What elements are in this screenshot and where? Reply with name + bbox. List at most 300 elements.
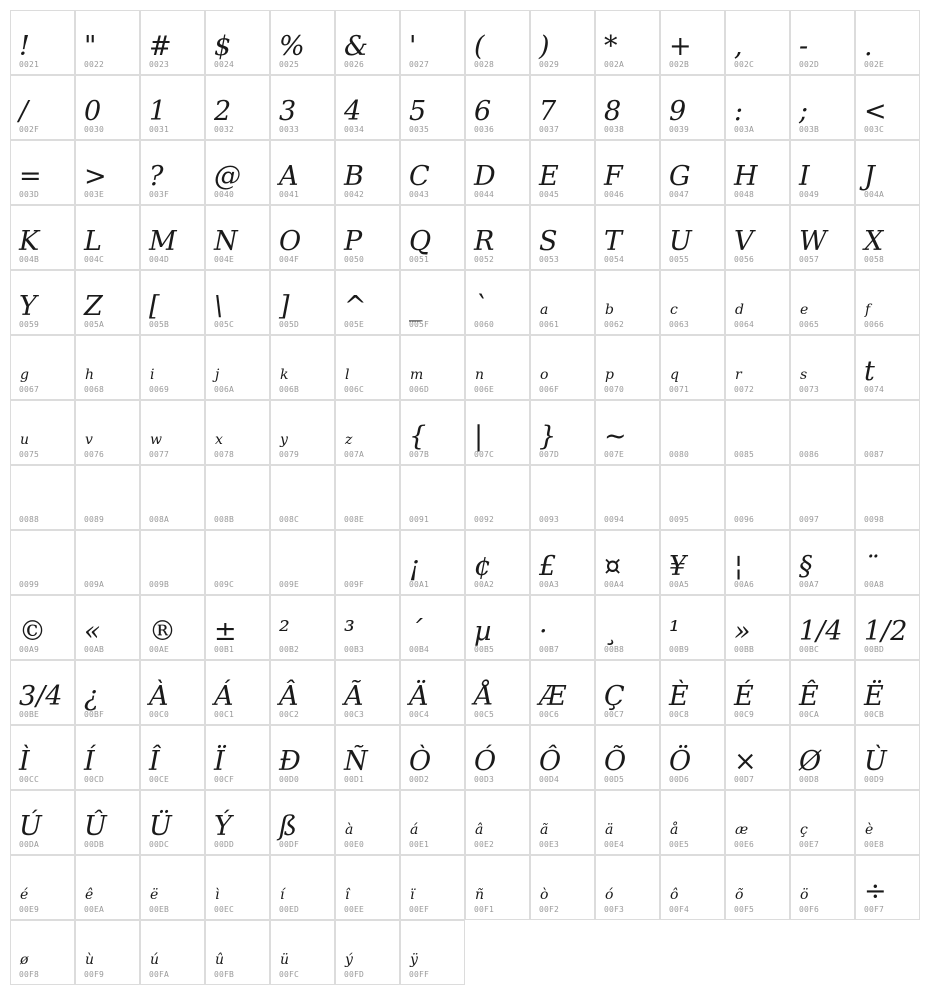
glyph-character: F bbox=[604, 161, 623, 192]
glyph-cell bbox=[400, 335, 465, 400]
glyph-codepoint: 00B9 bbox=[669, 645, 690, 654]
glyph-codepoint: 0080 bbox=[669, 450, 690, 459]
glyph-cell bbox=[595, 465, 660, 530]
glyph-codepoint: 0021 bbox=[19, 60, 40, 69]
glyph-cell bbox=[530, 725, 595, 790]
glyph-codepoint: 0098 bbox=[864, 515, 885, 524]
glyph-cell bbox=[660, 530, 725, 595]
glyph-codepoint: 00B1 bbox=[214, 645, 235, 654]
glyph-character: ~ bbox=[604, 421, 627, 452]
glyph-codepoint: 0036 bbox=[474, 125, 495, 134]
glyph-character: % bbox=[279, 31, 305, 62]
glyph-cell bbox=[530, 10, 595, 75]
glyph-character: j bbox=[215, 367, 220, 383]
glyph-character: l bbox=[345, 367, 350, 383]
glyph-codepoint: 0069 bbox=[149, 385, 170, 394]
glyph-cell bbox=[140, 855, 205, 920]
glyph-character: Ñ bbox=[344, 746, 368, 777]
glyph-character: ³ bbox=[344, 616, 355, 647]
glyph-cell bbox=[270, 270, 335, 335]
glyph-codepoint: 0023 bbox=[149, 60, 170, 69]
glyph-character: ` bbox=[474, 291, 488, 322]
glyph-codepoint: 0072 bbox=[734, 385, 755, 394]
glyph-cell bbox=[660, 270, 725, 335]
glyph-character: " bbox=[84, 31, 97, 62]
glyph-codepoint: 005D bbox=[279, 320, 300, 329]
glyph-codepoint: 00BF bbox=[84, 710, 105, 719]
glyph-character: ù bbox=[85, 952, 95, 968]
glyph-cell bbox=[595, 270, 660, 335]
glyph-cell bbox=[465, 595, 530, 660]
glyph-cell bbox=[75, 790, 140, 855]
glyph-character: Ø bbox=[799, 746, 822, 777]
glyph-cell bbox=[595, 595, 660, 660]
glyph-codepoint: 0040 bbox=[214, 190, 235, 199]
glyph-character: 1/2 bbox=[864, 616, 908, 647]
glyph-cell bbox=[270, 75, 335, 140]
glyph-character: ¥ bbox=[669, 551, 687, 582]
glyph-character: é bbox=[20, 887, 29, 903]
glyph-cell bbox=[660, 335, 725, 400]
glyph-cell bbox=[660, 660, 725, 725]
glyph-codepoint: 00EF bbox=[409, 905, 430, 914]
glyph-character: * bbox=[604, 31, 618, 62]
glyph-codepoint: 0095 bbox=[669, 515, 690, 524]
glyph-character: P bbox=[344, 226, 363, 257]
glyph-cell bbox=[530, 140, 595, 205]
glyph-character: ¢ bbox=[474, 551, 492, 582]
glyph-cell bbox=[465, 530, 530, 595]
glyph-codepoint: 0031 bbox=[149, 125, 170, 134]
glyph-codepoint: 00A2 bbox=[474, 580, 495, 589]
glyph-codepoint: 0068 bbox=[84, 385, 105, 394]
glyph-codepoint: 0062 bbox=[604, 320, 625, 329]
glyph-character: Î bbox=[149, 746, 160, 777]
glyph-character: 1 bbox=[149, 96, 167, 127]
glyph-codepoint: 002F bbox=[19, 125, 40, 134]
glyph-cell bbox=[595, 205, 660, 270]
glyph-cell bbox=[75, 660, 140, 725]
glyph-codepoint: 002D bbox=[799, 60, 820, 69]
glyph-cell bbox=[725, 75, 790, 140]
glyph-cell bbox=[205, 465, 270, 530]
glyph-cell bbox=[10, 205, 75, 270]
glyph-character: N bbox=[214, 226, 238, 257]
glyph-character: Y bbox=[19, 291, 37, 322]
glyph-cell bbox=[10, 140, 75, 205]
glyph-codepoint: 0033 bbox=[279, 125, 300, 134]
glyph-cell bbox=[465, 855, 530, 920]
glyph-codepoint: 00EC bbox=[214, 905, 235, 914]
glyph-cell bbox=[140, 335, 205, 400]
glyph-codepoint: 00ED bbox=[279, 905, 300, 914]
glyph-cell bbox=[725, 530, 790, 595]
glyph-codepoint: 0099 bbox=[19, 580, 40, 589]
glyph-cell bbox=[660, 465, 725, 530]
glyph-character: « bbox=[84, 616, 101, 647]
glyph-character: y bbox=[280, 432, 288, 448]
glyph-cell bbox=[75, 10, 140, 75]
glyph-character: Ç bbox=[604, 681, 625, 712]
glyph-character: Û bbox=[84, 811, 107, 842]
glyph-codepoint: 0074 bbox=[864, 385, 885, 394]
glyph-character: ^ bbox=[344, 291, 367, 322]
glyph-character: æ bbox=[735, 822, 749, 838]
glyph-character: Ì bbox=[19, 746, 30, 777]
glyph-cell bbox=[205, 270, 270, 335]
glyph-cell bbox=[855, 855, 920, 920]
glyph-codepoint: 00FA bbox=[149, 970, 170, 979]
glyph-codepoint: 0053 bbox=[539, 255, 560, 264]
glyph-codepoint: 004B bbox=[19, 255, 40, 264]
glyph-cell bbox=[205, 530, 270, 595]
glyph-codepoint: 0086 bbox=[799, 450, 820, 459]
glyph-character: e bbox=[800, 302, 809, 318]
glyph-cell bbox=[400, 855, 465, 920]
glyph-cell bbox=[335, 205, 400, 270]
glyph-character: Ä bbox=[409, 681, 429, 712]
glyph-codepoint: 006E bbox=[474, 385, 495, 394]
glyph-codepoint: 00E9 bbox=[19, 905, 40, 914]
glyph-cell bbox=[75, 335, 140, 400]
glyph-character: W bbox=[799, 226, 827, 257]
glyph-codepoint: 0038 bbox=[604, 125, 625, 134]
glyph-codepoint: 0046 bbox=[604, 190, 625, 199]
glyph-cell bbox=[660, 595, 725, 660]
glyph-cell bbox=[75, 725, 140, 790]
glyph-character: Ö bbox=[669, 746, 692, 777]
glyph-codepoint: 00B2 bbox=[279, 645, 300, 654]
glyph-codepoint: 0022 bbox=[84, 60, 105, 69]
glyph-character: À bbox=[149, 681, 169, 712]
glyph-cell bbox=[400, 270, 465, 335]
glyph-codepoint: 00EA bbox=[84, 905, 105, 914]
glyph-cell bbox=[530, 465, 595, 530]
glyph-character: Ý bbox=[214, 811, 232, 842]
glyph-cell bbox=[75, 530, 140, 595]
glyph-character: A bbox=[279, 161, 299, 192]
glyph-codepoint: 003E bbox=[84, 190, 105, 199]
glyph-character: î bbox=[345, 887, 350, 903]
glyph-codepoint: 00B8 bbox=[604, 645, 625, 654]
glyph-character: á bbox=[410, 822, 419, 838]
glyph-codepoint: 00E6 bbox=[734, 840, 755, 849]
glyph-codepoint: 00E2 bbox=[474, 840, 495, 849]
glyph-cell bbox=[335, 855, 400, 920]
glyph-codepoint: 0024 bbox=[214, 60, 235, 69]
glyph-character: { bbox=[409, 421, 427, 452]
glyph-cell bbox=[595, 75, 660, 140]
glyph-cell bbox=[270, 400, 335, 465]
glyph-codepoint: 00EE bbox=[344, 905, 365, 914]
glyph-character: ç bbox=[800, 822, 808, 838]
glyph-codepoint: 0064 bbox=[734, 320, 755, 329]
glyph-codepoint: 004C bbox=[84, 255, 105, 264]
glyph-codepoint: 00BD bbox=[864, 645, 885, 654]
glyph-cell bbox=[400, 465, 465, 530]
glyph-codepoint: 003A bbox=[734, 125, 755, 134]
glyph-character: ? bbox=[149, 161, 164, 192]
glyph-cell bbox=[465, 725, 530, 790]
glyph-codepoint: 002B bbox=[669, 60, 690, 69]
glyph-character: ó bbox=[605, 887, 614, 903]
glyph-character: å bbox=[670, 822, 679, 838]
glyph-codepoint: 0041 bbox=[279, 190, 300, 199]
glyph-codepoint: 00DB bbox=[84, 840, 105, 849]
glyph-codepoint: 00A4 bbox=[604, 580, 625, 589]
glyph-codepoint: 0049 bbox=[799, 190, 820, 199]
glyph-codepoint: 00B3 bbox=[344, 645, 365, 654]
glyph-character: Ô bbox=[539, 746, 562, 777]
glyph-codepoint: 0096 bbox=[734, 515, 755, 524]
glyph-cell bbox=[10, 400, 75, 465]
glyph-character: h bbox=[85, 367, 95, 383]
glyph-character: ï bbox=[410, 887, 415, 903]
glyph-codepoint: 0071 bbox=[669, 385, 690, 394]
glyph-cell bbox=[75, 855, 140, 920]
glyph-codepoint: 0035 bbox=[409, 125, 430, 134]
glyph-character: / bbox=[19, 96, 29, 127]
glyph-codepoint: 00C3 bbox=[344, 710, 365, 719]
glyph-character: < bbox=[864, 96, 887, 127]
glyph-character: w bbox=[150, 432, 162, 448]
glyph-cell bbox=[10, 725, 75, 790]
glyph-codepoint: 009C bbox=[214, 580, 235, 589]
glyph-character: Ð bbox=[279, 746, 301, 777]
glyph-character: U bbox=[669, 226, 692, 257]
glyph-cell bbox=[140, 400, 205, 465]
glyph-character: ® bbox=[149, 616, 176, 647]
glyph-cell bbox=[790, 140, 855, 205]
glyph-codepoint: 00E4 bbox=[604, 840, 625, 849]
glyph-character: ñ bbox=[475, 887, 485, 903]
glyph-character: ( bbox=[474, 31, 485, 62]
glyph-codepoint: 00C6 bbox=[539, 710, 560, 719]
glyph-cell bbox=[855, 595, 920, 660]
glyph-cell bbox=[725, 790, 790, 855]
glyph-character: í bbox=[280, 887, 285, 903]
glyph-codepoint: 00E1 bbox=[409, 840, 430, 849]
glyph-codepoint: 00FC bbox=[279, 970, 300, 979]
glyph-codepoint: 0075 bbox=[19, 450, 40, 459]
glyph-cell bbox=[205, 595, 270, 660]
glyph-codepoint: 0050 bbox=[344, 255, 365, 264]
glyph-cell bbox=[400, 140, 465, 205]
glyph-cell bbox=[660, 855, 725, 920]
glyph-codepoint: 00EB bbox=[149, 905, 170, 914]
glyph-character: r bbox=[735, 367, 742, 383]
glyph-character: f bbox=[865, 302, 871, 318]
glyph-character: Ê bbox=[799, 681, 819, 712]
glyph-character: 1/4 bbox=[799, 616, 843, 647]
glyph-codepoint: 0087 bbox=[864, 450, 885, 459]
glyph-codepoint: 006D bbox=[409, 385, 430, 394]
glyph-codepoint: 0094 bbox=[604, 515, 625, 524]
glyph-cell bbox=[270, 205, 335, 270]
glyph-character: O bbox=[279, 226, 302, 257]
glyph-cell bbox=[855, 725, 920, 790]
glyph-character: v bbox=[85, 432, 93, 448]
glyph-codepoint: 0056 bbox=[734, 255, 755, 264]
glyph-character: $ bbox=[214, 31, 232, 62]
glyph-character: ö bbox=[800, 887, 809, 903]
glyph-codepoint: 003B bbox=[799, 125, 820, 134]
glyph-cell bbox=[790, 75, 855, 140]
glyph-cell bbox=[465, 400, 530, 465]
glyph-character: L bbox=[84, 226, 102, 257]
glyph-character: Ë bbox=[864, 681, 884, 712]
glyph-codepoint: 004E bbox=[214, 255, 235, 264]
glyph-cell bbox=[205, 335, 270, 400]
glyph-character: · bbox=[539, 616, 548, 647]
glyph-codepoint: 0079 bbox=[279, 450, 300, 459]
glyph-codepoint: 005C bbox=[214, 320, 235, 329]
glyph-codepoint: 007E bbox=[604, 450, 625, 459]
glyph-character: 5 bbox=[409, 96, 427, 127]
glyph-cell bbox=[270, 10, 335, 75]
glyph-codepoint: 00FF bbox=[409, 970, 430, 979]
glyph-codepoint: 0089 bbox=[84, 515, 105, 524]
glyph-cell bbox=[855, 335, 920, 400]
glyph-codepoint: 003C bbox=[864, 125, 885, 134]
glyph-cell bbox=[660, 790, 725, 855]
glyph-cell bbox=[270, 335, 335, 400]
glyph-character: K bbox=[19, 226, 40, 257]
glyph-character: ¤ bbox=[604, 551, 622, 582]
glyph-character: 9 bbox=[669, 96, 687, 127]
glyph-codepoint: 00E3 bbox=[539, 840, 560, 849]
glyph-cell bbox=[855, 660, 920, 725]
glyph-codepoint: 00C9 bbox=[734, 710, 755, 719]
glyph-cell bbox=[270, 465, 335, 530]
glyph-cell bbox=[660, 140, 725, 205]
glyph-cell bbox=[530, 660, 595, 725]
glyph-codepoint: 005E bbox=[344, 320, 365, 329]
glyph-grid bbox=[10, 10, 920, 985]
glyph-codepoint: 00F9 bbox=[84, 970, 105, 979]
glyph-character: J bbox=[864, 161, 875, 192]
glyph-codepoint: 00D4 bbox=[539, 775, 560, 784]
glyph-cell bbox=[595, 660, 660, 725]
glyph-cell bbox=[530, 790, 595, 855]
glyph-character: t bbox=[864, 356, 875, 387]
glyph-character: 8 bbox=[604, 96, 622, 127]
glyph-cell bbox=[140, 75, 205, 140]
glyph-cell bbox=[10, 855, 75, 920]
glyph-cell bbox=[855, 465, 920, 530]
glyph-character: Z bbox=[84, 291, 103, 322]
glyph-character: \ bbox=[214, 291, 224, 322]
glyph-codepoint: 003D bbox=[19, 190, 40, 199]
glyph-cell bbox=[660, 725, 725, 790]
glyph-codepoint: 003F bbox=[149, 190, 170, 199]
glyph-cell bbox=[10, 920, 75, 985]
glyph-character: Ù bbox=[864, 746, 887, 777]
glyph-character: [ bbox=[149, 291, 160, 322]
glyph-character: Â bbox=[279, 681, 299, 712]
glyph-codepoint: 008C bbox=[279, 515, 300, 524]
glyph-character: V bbox=[734, 226, 754, 257]
glyph-character: 0 bbox=[84, 96, 102, 127]
glyph-codepoint: 00C8 bbox=[669, 710, 690, 719]
glyph-cell bbox=[400, 920, 465, 985]
glyph-cell bbox=[75, 465, 140, 530]
glyph-cell bbox=[790, 465, 855, 530]
glyph-cell bbox=[140, 790, 205, 855]
glyph-codepoint: 00D5 bbox=[604, 775, 625, 784]
glyph-cell bbox=[790, 530, 855, 595]
glyph-character: ¹ bbox=[669, 616, 680, 647]
glyph-cell bbox=[465, 205, 530, 270]
glyph-codepoint: 00F2 bbox=[539, 905, 560, 914]
glyph-character: » bbox=[734, 616, 751, 647]
glyph-character: ¿ bbox=[84, 681, 99, 712]
glyph-character: ' bbox=[409, 31, 417, 62]
glyph-character: # bbox=[149, 31, 172, 62]
glyph-codepoint: 00DD bbox=[214, 840, 235, 849]
glyph-cell bbox=[140, 530, 205, 595]
glyph-character: : bbox=[734, 96, 744, 127]
glyph-codepoint: 008A bbox=[149, 515, 170, 524]
glyph-codepoint: 00BE bbox=[19, 710, 40, 719]
glyph-character: Æ bbox=[539, 681, 567, 712]
glyph-character: Q bbox=[409, 226, 432, 257]
glyph-cell bbox=[10, 335, 75, 400]
glyph-cell bbox=[855, 790, 920, 855]
glyph-cell bbox=[725, 725, 790, 790]
glyph-character: µ bbox=[474, 616, 492, 647]
glyph-character: o bbox=[540, 367, 549, 383]
glyph-cell bbox=[400, 790, 465, 855]
glyph-character: g bbox=[20, 367, 29, 383]
glyph-character: ú bbox=[150, 952, 160, 968]
glyph-codepoint: 00D7 bbox=[734, 775, 755, 784]
glyph-codepoint: 00F5 bbox=[734, 905, 755, 914]
glyph-cell bbox=[205, 855, 270, 920]
glyph-cell bbox=[725, 10, 790, 75]
glyph-codepoint: 00F4 bbox=[669, 905, 690, 914]
glyph-codepoint: 00B7 bbox=[539, 645, 560, 654]
glyph-character: R bbox=[474, 226, 495, 257]
glyph-character: b bbox=[605, 302, 614, 318]
glyph-cell bbox=[790, 855, 855, 920]
glyph-codepoint: 0042 bbox=[344, 190, 365, 199]
glyph-character: D bbox=[474, 161, 496, 192]
glyph-cell bbox=[140, 465, 205, 530]
glyph-cell bbox=[140, 140, 205, 205]
glyph-codepoint: 00FD bbox=[344, 970, 365, 979]
glyph-codepoint: 00D2 bbox=[409, 775, 430, 784]
glyph-cell bbox=[10, 270, 75, 335]
glyph-codepoint: 007D bbox=[539, 450, 560, 459]
glyph-character: 7 bbox=[539, 96, 557, 127]
glyph-character: 6 bbox=[474, 96, 492, 127]
glyph-cell bbox=[400, 530, 465, 595]
glyph-cell bbox=[530, 400, 595, 465]
glyph-cell bbox=[140, 270, 205, 335]
glyph-cell bbox=[270, 790, 335, 855]
glyph-codepoint: 004A bbox=[864, 190, 885, 199]
glyph-codepoint: 006F bbox=[539, 385, 560, 394]
glyph-codepoint: 00BB bbox=[734, 645, 755, 654]
glyph-codepoint: 00CA bbox=[799, 710, 820, 719]
glyph-codepoint: 0077 bbox=[149, 450, 170, 459]
glyph-character: ¦ bbox=[734, 551, 744, 582]
glyph-cell bbox=[790, 205, 855, 270]
glyph-character: Ü bbox=[149, 811, 172, 842]
glyph-character: Ú bbox=[19, 811, 42, 842]
glyph-codepoint: 00A6 bbox=[734, 580, 755, 589]
